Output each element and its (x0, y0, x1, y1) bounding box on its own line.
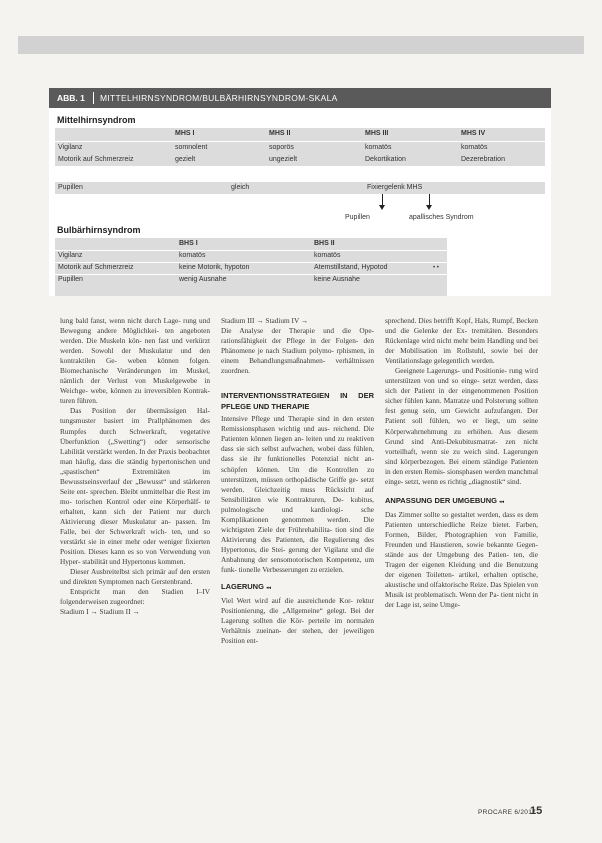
figure-label: ABB. 1 (57, 93, 85, 103)
paragraph: Intensive Pflege und Therapie sind in den ersten Remissionsphasen wichtig und aus- reichend. Die Patienten können liegen an- leiten und zu reaktiven dass sie sich selbst aufwachen, wobei dass fühlen, dass sie ihr funktionelles Potenzial nicht an- schöpfen können. Um die Kontrollen zu unterstützen, müssen orthopädische Griffe ge- setzt werden. Gleichzeitig muss Rücksicht auf Sensibilitäten wie Kontrakturen, De- kubitus, pulmologische und kardiologi- sche Komplikationen genommen werden. Die wichtigsten Ziele der Frührehabilita- tion sind die Aktivierung des Patienten, die Regulierung des Hypertonus, die Stei- gerung der Vigilanz und die Anbahnung der sensomotorischen Kompetenz, um funk- tionelle Verbesserungen zu erzielen. (221, 414, 374, 574)
top-gray-band (18, 36, 584, 54)
bhs-row-label: Motorik auf Schmerzreiz (58, 264, 134, 271)
section-heading (385, 495, 538, 508)
paragraph: Geeignete Lagerungs- und Positionie- rung wird unterstützen von und so einge- setzt werden, dass sich der Patient in der eingenommenen Position sicher fühlen kann. Matratze und Polsterung sollten fest genug sein, um Gewicht aufzufangen. Der Patient soll fühlen, wo er liegt, um seine Körperwahrnehmung zu erhöhen. Aus diesem Grund sind Anti-Dekubitusmatrat- zen nicht vorteilhaft, wenn sie zu weich sind. Lagerungen sind körperbezogen. Bei einem ständige Patienten in den ersten Remis- sionsphasen werden manchmal einge- setzt, wenn es richtig „diagnostik“ sind. (385, 366, 538, 486)
mhs-header-2: MHS II (269, 130, 291, 137)
header-separator (93, 92, 94, 104)
mhs-cell: komatös (461, 144, 488, 151)
mhs-row-label: Motorik auf Schmerzreiz (58, 156, 134, 163)
corner-mark: • • (433, 265, 439, 271)
paragraph: Das Position der übermässigen Hal- tungsmuster basiert im Prallphänomen des Rumpfes durch Schwerkraft, vegetative Überfunktion („Swetting“) oder sensorische Labilität verstärkt werden. In der Praxis beobachtet man häufig, dass die ständig hypertonischen und „spastischen“ Extremitäten im Bewusstseinsverlauf der „Bewusst“ und stärkeren Seite ent- sprechen. Bleibt unmittelbar die Rest im mo- torischen Kontrol oder eine Körperhälf- te erhalten, kann sich der Patient nur durch Aktivierung dieser Muskulatur an- passen. Im Falle, bei der Schwerkraft wich- ten, und so verstärkt sie in einer mehr oder weniger fixierten Position. Dieses kann es so von Verwendung von Hyper- stabilität und Hypertonus kommen. (60, 406, 210, 567)
branch-right: apallisches Syndrom (409, 214, 474, 221)
bhs-row-label: Vigilanz (58, 252, 83, 259)
mhs-cell: komatös (365, 144, 392, 151)
section-heading-text: ANPASSUNG DER UMGEBUNG (385, 495, 497, 505)
mhs-cell: gezielt (175, 156, 196, 163)
bhs-header-2: BHS II (314, 240, 335, 247)
paragraph: Die Analyse der Therapie und die Ope- rationsfähigkeit der Pflege in der Folgen- den Phänomene je nach Stadium polymo- rphismen, in einem Behandlungsmaßnahmen- verhältnissen zuordnen. (221, 326, 374, 376)
bhs-header-1: BHS I (179, 240, 198, 247)
row-divider (55, 141, 545, 142)
paragraph: Entspricht man den Stadien I–IV folgenderweisen zugeordnet: (60, 587, 210, 607)
pupillen-row (55, 182, 545, 194)
paragraph: Das Zimmer sollte so gestaltet werden, dass es dem Patienten unterschiedliche Reize bietet. Farben, Formen, Bilder, Photographien von Familie, Freunden und Haustieren, sowie bekannte Gegen- stände aus der Umgebung des Patien- ten, die Tragen der eigenen Kleidung und die Benutzung der eigenen Toiletten- artikel, erhalten optische, akustische und olfaktorische Reize. Das Spielen von Musik ist problematisch. Wenn der Pa- tient nicht in der Lage ist, seine Umge- (385, 509, 538, 610)
journal-name: PROCARE 6/2017 (478, 809, 537, 816)
paragraph: sprechend. Dies betrifft Kopf, Hals, Rumpf, Becken und die Gelenke der Ex- tremitäten. Besonders Rückenlage wird nicht mehr beim Handling und bei der Mobilisation im Rollstuhl, sowie bei der Ventilationslage gelegentlich werden. (385, 316, 538, 366)
bhs-row-label: Pupillen (58, 276, 83, 283)
bhs-cell: Atemstillstand, Hypotod (314, 264, 388, 271)
paragraph: Dieser Ausbreitelbst sich primär auf den ersten und direkten Symptomen nach Gerstenbrand. (60, 567, 210, 587)
row-divider (55, 250, 447, 251)
arrow-left-head (379, 205, 385, 210)
pupillen-label: Pupillen (58, 184, 83, 191)
paragraph: Stadium I → Stadium II → (60, 607, 140, 617)
paragraph: Viel Wert wird auf die ausreichende Kor- rektur Positionierung, die „Allgemeine“ gelegt. Bei der Lagerung sollten die Kör- perteile im normalen Verhältnis zueinan- der stehen, der jeweiligen Position ent- (221, 596, 374, 646)
paragraph: Stadium III → Stadium IV → (221, 316, 309, 325)
figure-header (49, 88, 551, 108)
pupillen-value: gleich (231, 184, 250, 191)
heading-mark: ◂◂ (266, 585, 272, 592)
branch-left: Pupillen (345, 214, 370, 221)
fixed-mhs-label: Fixiergelenk MHS (367, 184, 423, 191)
bhs-cell: keine Motorik, hypoton (179, 264, 250, 271)
text-column-1 (60, 316, 210, 617)
arrow-right-head (426, 205, 432, 210)
mhs-header-3: MHS III (365, 130, 389, 137)
row-divider (55, 274, 447, 275)
mhs-row-label: Vigilanz (58, 144, 83, 151)
mhs-cell: Dekortikation (365, 156, 406, 163)
mittelhirn-title: Mittelhirnsyndrom (57, 115, 136, 125)
bhs-cell: keine Ausnahe (314, 276, 360, 283)
mhs-cell: soporös (269, 144, 294, 151)
text-column-2 (221, 316, 374, 646)
heading-mark: ◂◂ (499, 498, 505, 505)
bulbaer-title: Bulbärhirnsyndrom (57, 225, 141, 235)
section-heading-text: LAGERUNG (221, 582, 264, 592)
mhs-header-4: MHS IV (461, 130, 486, 137)
section-heading: INTERVENTIONSSTRATEGIEN IN DER PFLEGE UND THERAPIE (221, 391, 374, 412)
text-column-3 (385, 316, 538, 610)
bhs-cell: komatös (314, 252, 341, 259)
row-divider (55, 262, 447, 263)
figure-title: MITTELHIRNSYNDROM/BULBÄRHIRNSYNDROM-SKALA (100, 93, 338, 103)
mhs-header-1: MHS I (175, 130, 195, 137)
figure-box (49, 88, 551, 296)
mhs-cell: Dezerebration (461, 156, 505, 163)
mhs-cell: somnolent (175, 144, 208, 151)
page-number: 15 (530, 805, 543, 817)
bhs-cell: komatös (179, 252, 206, 259)
section-heading (221, 581, 374, 594)
paragraph: lung bald fanst, wenn nicht durch Lage- rung und Bewegung andere Möglichkei- ten angeboten werden. Die Muskeln kön- nen fast und verkürzt werden. Sowohl der Muskulatur und den kontraktilen Ge- weben können folgen. Biomechanische Veränderungen im Muskel, nämlich der Verlust von Muskelgewebe in Weichge- webe, können zu irreversiblen Kontrak- turen führen. (60, 316, 210, 406)
mhs-cell: ungezielt (269, 156, 298, 163)
bhs-cell: wenig Ausnahe (179, 276, 227, 283)
